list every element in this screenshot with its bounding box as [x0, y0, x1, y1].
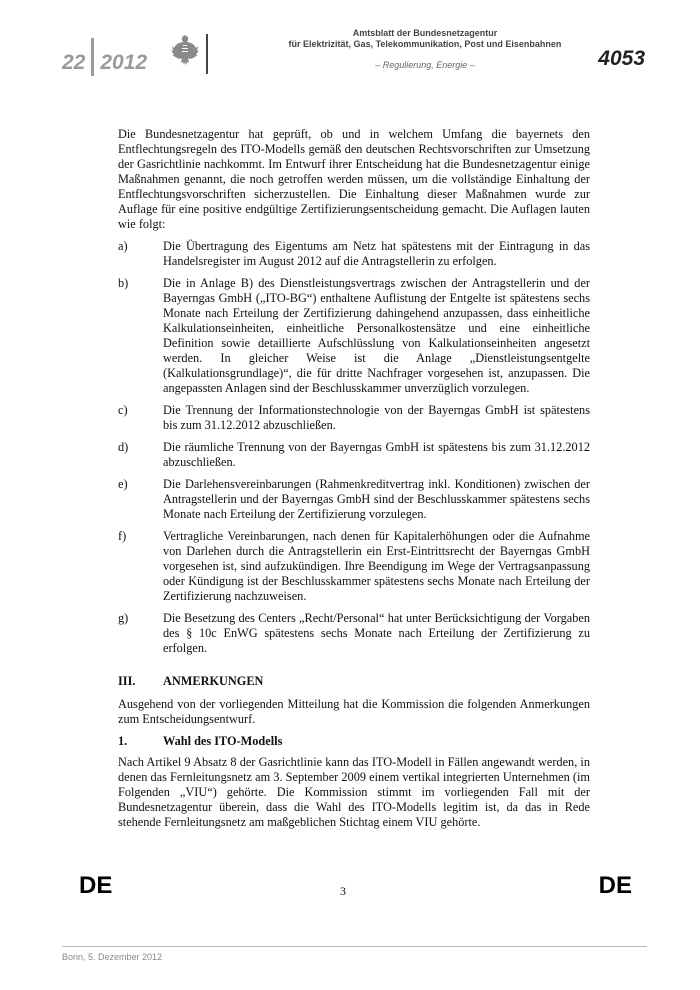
- list-item: [118, 611, 590, 656]
- list-item-text: Die räumliche Trennung von der Bayerngas GmbH ist spätestens bis zum 31.12.2012 abzuschließen.: [163, 440, 590, 469]
- issue-year: 2012: [100, 51, 148, 74]
- list-item-text: Die in Anlage B) des Dienstleistungsvertrags zwischen der Antragstellerin und der Bayerngas GmbH („ITO-BG“) enthaltene Auflistung der Entgelte ist spätestens sechs Monate nach Erteilung der Zertifizierung dahingehend anzupassen, dass einheitliche Kalkulationseinheiten, einheitliche Personalkostensätze und eine einheitliche Definition sowie detaillierte Aufschlüsslung von Kalkulationseinheiten angesetzt werden. In gleicher Weise ist die Anlage „Dienstleistungsentgelte (Kalkulationsgrundlage)“, die für dritte Nachfrager vorgesehen ist, anzupassen. Die angepassten Anlagen sind der Beschlusskammer unverzüglich vorzulegen.: [163, 276, 590, 395]
- list-item: [118, 477, 590, 522]
- subsection-paragraph: Nach Artikel 9 Absatz 8 der Gasrichtlinie kann das ITO-Modell in Fällen angewandt werden, in denen das Fernleitungsnetz am 3. September 2009 einem vertikal integrierten Unternehmen (im Folgenden „VIU“) gehörte. Die Kommission stimmt im vorliegenden Fall mit der Bundesnetzagentur überein, dass die Wahl des ITO-Modells legitim ist, da das in Rede stehende Fernleitungsnetz am maßgeblichen Stichtag einem VIU gehörte.: [118, 755, 590, 829]
- subsection-heading: [118, 734, 590, 749]
- language-mark-right: DE: [598, 872, 632, 899]
- journal-page-number: 4053: [598, 47, 645, 70]
- list-item-text: Die Besetzung des Centers „Recht/Personal“ hat unter Berücksichtigung der Vorgaben des § 10c EnWG spätestens sechs Monate nach Erteilung der Zertifizierung zu erfolgen.: [163, 611, 590, 655]
- list-item: [118, 403, 590, 433]
- issue-marker: [62, 44, 147, 82]
- document-page-number: 3: [340, 884, 346, 898]
- list-item-label: f): [118, 529, 127, 543]
- intro-paragraph: Die Bundesnetzagentur hat geprüft, ob und in welchem Umfang die bayernets den Entflechtungsregeln des ITO-Modells gemäß den deutschen Rechtsvorschriften zur Umsetzung der Gasrichtlinie nachkommt. Im Entwurf ihrer Entscheidung hat die Bundesnetzagentur einige Maßnahmen genannt, die noch getroffen werden müssen, um die vollständige Einhaltung der Entflechtungsvorschriften sicherzustellen. Die Einhaltung dieser Maßnahmen wurde zur Auflage für eine positive endgültige Zertifizierungsentscheidung gemacht. Die Auflagen lauten wie folgt:: [118, 127, 590, 231]
- federal-eagle-icon: [170, 32, 200, 66]
- list-item-label: e): [118, 477, 128, 491]
- list-item: [118, 529, 590, 604]
- subsection-number: 1.: [118, 734, 128, 748]
- subsection-title: Wahl des ITO-Modells: [163, 734, 283, 748]
- section-title: ANMERKUNGEN: [163, 674, 264, 688]
- list-item-text: Die Trennung der Informationstechnologie von der Bayerngas GmbH ist spätestens bis zum 31.12.2012 abzuschließen.: [163, 403, 590, 432]
- list-item-label: b): [118, 276, 129, 290]
- list-item: [118, 239, 590, 269]
- list-item-text: Die Darlehensvereinbarungen (Rahmenkreditvertrag inkl. Konditionen) zwischen der Antragstellerin und der Bayerngas GmbH sind der Beschlusskammer spätestens sechs Monate nach Erteilung der Zertifizierung vorzulegen.: [163, 477, 590, 521]
- section-intro: Ausgehend von der vorliegenden Mitteilung hat die Kommission die folgenden Anmerkungen zum Entscheidungsentwurf.: [118, 697, 590, 726]
- section-heading: [118, 674, 590, 689]
- footer-divider: [62, 946, 647, 947]
- list-item-label: c): [118, 403, 128, 417]
- journal-header: [235, 28, 615, 71]
- document-body: [118, 127, 590, 837]
- list-item-text: Die Übertragung des Eigentums am Netz hat spätestens mit der Eintragung in das Handelsregister im August 2012 auf die Antragstellerin zu erfolgen.: [163, 239, 590, 268]
- header-divider: [206, 34, 208, 74]
- journal-title-line1: Amtsblatt der Bundesnetzagentur: [352, 28, 498, 38]
- list-item-label: d): [118, 440, 129, 454]
- language-mark-left: DE: [79, 872, 113, 899]
- issue-number: 22: [62, 51, 86, 74]
- journal-title-line2: für Elektrizität, Gas, Telekommunikation, Post und Eisenbahnen: [288, 39, 562, 49]
- list-item-label: a): [118, 239, 128, 253]
- list-item: [118, 276, 590, 396]
- list-item-label: g): [118, 611, 129, 625]
- journal-subtitle: – Regulierung, Energie –: [375, 60, 475, 70]
- list-item-text: Vertragliche Vereinbarungen, nach denen für Kapitalerhöhungen oder die Aufnahme von Darlehen durch die Antragstellerin ein Erst-Eintrittsrecht der Bayerngas GmbH vorgesehen ist, sind aufzukündigen. Ihre Beendigung im Wege der Vertragsanpassung oder Kündigung ist der Beschlusskammer spätestens sechs Monate nach Erteilung der Zertifizierung nachzuweisen.: [163, 529, 590, 603]
- list-item: [118, 440, 590, 470]
- section-number: III.: [118, 674, 136, 688]
- issue-divider: [91, 38, 94, 76]
- footer-place-date: Bonn, 5. Dezember 2012: [62, 952, 163, 962]
